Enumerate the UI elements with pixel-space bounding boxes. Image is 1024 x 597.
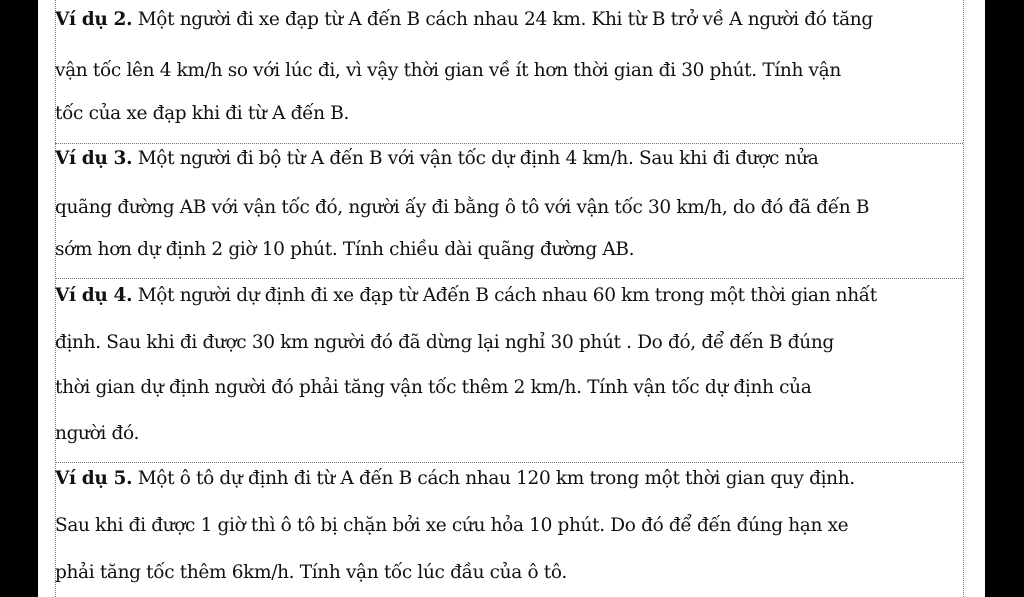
text-boundary-right [963,0,964,597]
example-label: Ví dụ 5. [55,468,133,489]
example-line: quãng đường AB với vận tốc đó, người ấy đi bằng ô tô với vận tốc 30 km/h, do đó đã đến B [55,197,870,218]
example-label: Ví dụ 3. [55,148,133,169]
example-line: định. Sau khi đi được 30 km người đó đã dừng lại nghỉ 30 phút . Do đó, để đến B đúng [55,332,834,353]
separator [55,462,963,463]
example-line: thời gian dự định người đó phải tăng vận tốc thêm 2 km/h. Tính vận tốc dự định của [55,377,812,398]
example-line: tốc của xe đạp khi đi từ A đến B. [55,103,350,124]
example-line: Ví dụ 4. Một người dự định đi xe đạp từ Ađến B cách nhau 60 km trong một thời gian nhất [55,285,877,306]
example-label: Ví dụ 2. [55,9,133,30]
example-line: Ví dụ 5. Một ô tô dự định đi từ A đến B cách nhau 120 km trong một thời gian quy định. [55,468,855,489]
example-line: vận tốc lên 4 km/h so với lúc đi, vì vậy thời gian về ít hơn thời gian đi 30 phút. Tính vận [55,60,841,81]
example-line: Ví dụ 2. Một người đi xe đạp từ A đến B cách nhau 24 km. Khi từ B trở về A người đó tăng [55,9,873,30]
example-line: Sau khi đi được 1 giờ thì ô tô bị chặn bởi xe cứu hỏa 10 phút. Do đó để đến đúng hạn xe [55,515,849,536]
example-line: Ví dụ 3. Một người đi bộ từ A đến B với vận tốc dự định 4 km/h. Sau khi đi được nửa [55,148,819,169]
separator [55,143,963,144]
document-page [38,0,985,597]
example-line: phải tăng tốc thêm 6km/h. Tính vận tốc lúc đầu của ô tô. [55,562,567,583]
example-line: người đó. [55,423,139,444]
example-label: Ví dụ 4. [55,285,133,306]
example-line: sớm hơn dự định 2 giờ 10 phút. Tính chiều dài quãng đường AB. [55,239,635,260]
separator [55,278,963,279]
